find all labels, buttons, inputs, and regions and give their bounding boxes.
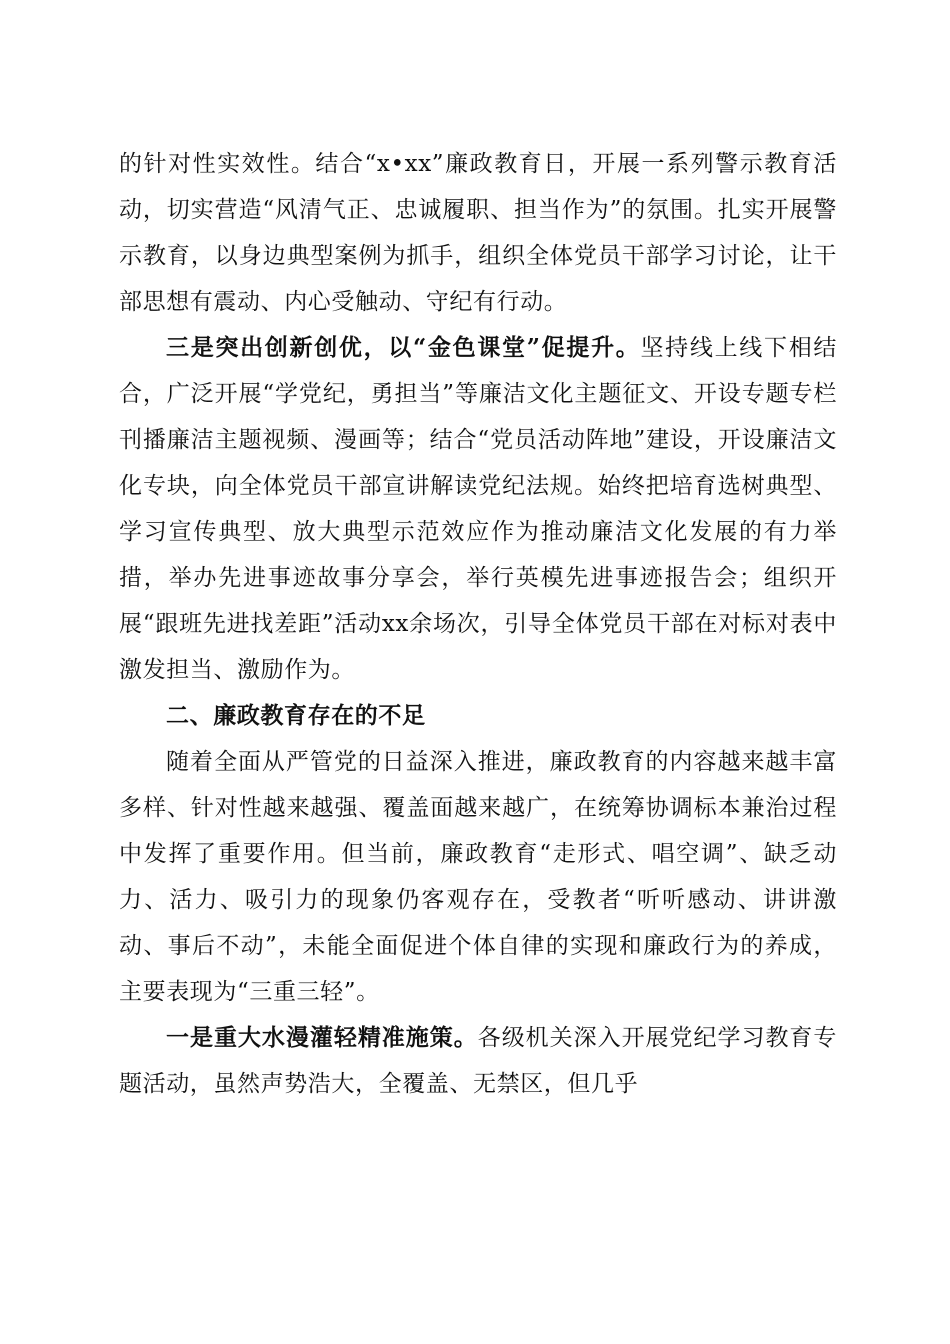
paragraph-flood-irrigation (119, 1015, 837, 1107)
paragraph-lead-innovation: 三是突出创新创优，以“金色课堂”促提升。 (166, 334, 641, 361)
paragraph-warning-education: 的针对性实效性。结合“x•xx”廉政教育日，开展一系列警示教育活动，切实营造“风清气正、忠诚履职、担当作为”的氛围。扎实开展警示教育，以身边典型案例为抓手，组织全体党员干部学习讨论，让干部思想有震动、内心受触动、守纪有行动。 (119, 151, 837, 315)
paragraph-body-innovation: 坚持线上线下相结合，广泛开展“学党纪，勇担当”等廉洁文化主题征文、开设专题专栏刊播廉洁主题视频、漫画等；结合“党员活动阵地”建设，开设廉洁文化专块，向全体党员干部宣讲解读党纪法规。始终把培育选树典型、学习宣传典型、放大典型示范效应作为推动廉洁文化发展的有力举措，举办先进事迹故事分享会，举行英模先进事迹报告会；组织开展“跟班先进找差距”活动xx余场次，引导全体党员干部在对标对表中激发担当、激励作为。 (119, 335, 837, 683)
document-page (119, 141, 837, 1107)
section-heading-shortcomings: 二、廉政教育存在的不足 (166, 703, 426, 729)
paragraph-body-flood-irrigation: 各级机关深入开展党纪学习教育专题活动，虽然声势浩大，全覆盖、无禁区，但几乎 (119, 1025, 838, 1097)
paragraph-shortcomings-intro: 随着全面从严管党的日益深入推进，廉政教育的内容越来越丰富多样、针对性越来越强、覆盖面越来越广，在统筹协调标本兼治过程中发挥了重要作用。但当前，廉政教育“走形式、唱空调”、缺乏动力、活力、吸引力的现象仍客观存在，受教者“听听感动、讲讲激动、事后不动”，未能全面促进个体自律的实现和廉政行为的养成，主要表现为“三重三轻”。 (119, 749, 837, 1005)
paragraph-lead-flood-irrigation: 一是重大水漫灌轻精准施策。 (166, 1024, 478, 1051)
paragraph-innovation (119, 325, 837, 693)
